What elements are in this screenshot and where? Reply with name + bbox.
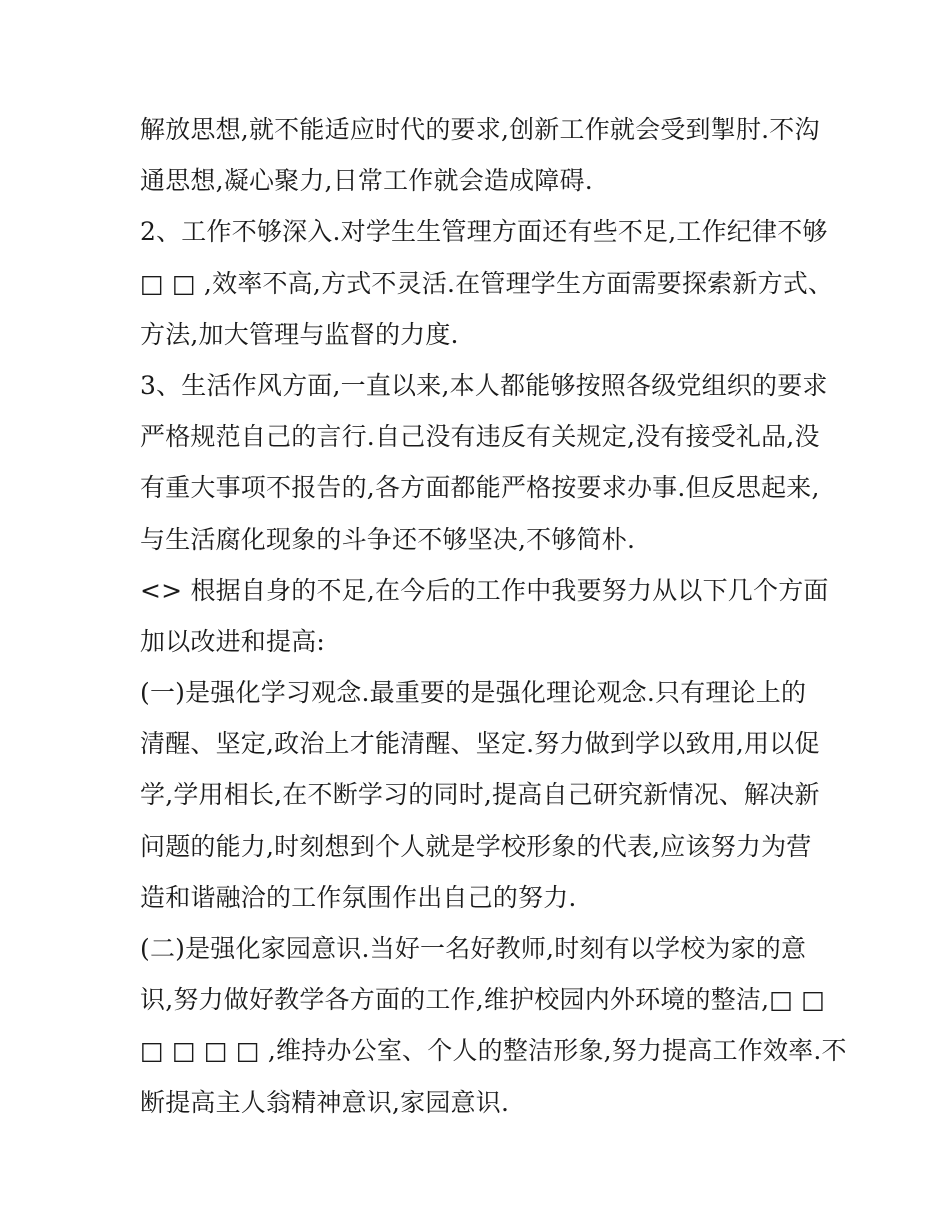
text-line: 2、工作不够深入.对学生生管理方面还有些不足,工作纪律不够	[140, 217, 828, 247]
text-line: □ □ ,效率不高,方式不灵活.在管理学生方面需要探索新方式、	[140, 268, 834, 298]
text-line: 严格规范自己的言行.自己没有违反有关规定,没有接受礼品,没	[140, 422, 820, 452]
text-line: 清醒、坚定,政治上才能清醒、坚定.努力做到学以致用,用以促	[140, 729, 820, 759]
text-line: 方法,加大管理与监督的力度.	[140, 319, 459, 349]
text-line: 有重大事项不报告的,各方面都能严格按要求办事.但反思起来,	[140, 473, 820, 503]
text-line: 造和谐融洽的工作氛围作出自己的努力.	[140, 882, 577, 912]
text-line: (一)是强化学习观念.最重要的是强化理论观念.只有理论上的	[140, 678, 807, 708]
text-line: <> 根据自身的不足,在今后的工作中我要努力从以下几个方面	[140, 575, 829, 605]
document-body	[140, 104, 847, 1128]
text-line: 解放思想,就不能适应时代的要求,创新工作就会受到掣肘.不沟	[140, 115, 820, 144]
text-line: 与生活腐化现象的斗争还不够坚决,不够简朴.	[140, 524, 636, 554]
text-line: 加以改进和提高:	[140, 626, 326, 656]
text-line: 通思想,凝心聚力,日常工作就会造成障碍.	[140, 166, 593, 196]
text-line: □ □ □ □ ,维持办公室、个人的整洁形象,努力提高工作效率.不	[140, 1036, 847, 1066]
text-line: 问题的能力,时刻想到个人就是学校形象的代表,应该努力为营	[140, 831, 812, 861]
text-line: (二)是强化家园意识.当好一名好教师,时刻有以学校为家的意	[140, 934, 807, 963]
text-line: 3、生活作风方面,一直以来,本人都能够按照各级党组织的要求	[140, 370, 828, 400]
text-line: 学,学用相长,在不断学习的同时,提高自己研究新情况、解决新	[140, 780, 820, 810]
text-line: 识,努力做好教学各方面的工作,维护校园内外环境的整洁,□ □	[140, 985, 826, 1015]
text-line: 断提高主人翁精神意识,家园意识.	[140, 1087, 510, 1117]
